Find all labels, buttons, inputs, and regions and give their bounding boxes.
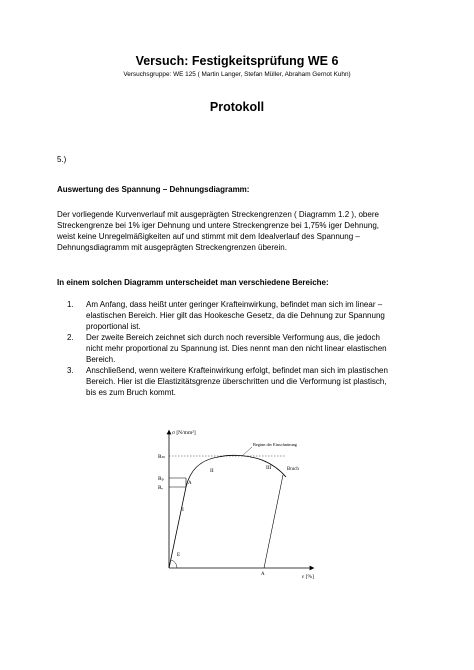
stress-strain-curve [169, 455, 286, 568]
list-item-line: bis es zum Bruch kommt. [86, 388, 176, 397]
document-title: Versuch: Festigkeitsprüfung WE 6 [135, 54, 339, 68]
paragraph-line: Der vorliegende Kurvenverlauf mit ausgeprägten Streckengrenzen ( Diagramm 1.2 ), obere [57, 210, 379, 219]
region-2-label: II [210, 468, 214, 474]
list-item-number: 1. [67, 300, 74, 309]
paragraph-line: weist keine Unregelmäßigkeiten auf und stimmt mit dem Idealverlauf des Spannung – [57, 232, 360, 241]
list-item-line: Bereich. Hier ist die Elastizitätsgrenze überschritten und die Verformung ist plastisch, [86, 377, 387, 386]
x-axis-label: ε [%] [302, 574, 314, 580]
point-a-label: A [188, 481, 192, 486]
regions-heading: In einem solchen Diagramm unterscheidet man verschiedene Bereiche: [57, 278, 329, 287]
paragraph-line: Streckengrenze bei 1% iger Dehnung und untere Streckengrenze bei 1,75% iger Dehnung, [57, 221, 379, 230]
list-item-line: Bereich. [86, 355, 116, 364]
re-label: Rₑ [158, 485, 164, 491]
unloading-line [264, 475, 283, 568]
document-subtitle: Versuchsgruppe: WE 125 ( Martin Langer, Stefan Müller, Abraham Gernot Kuhn) [123, 71, 351, 78]
list-item-line: Anschließend, wenn weitere Krafteinwirkung erfolgt, befindet man sich im plastischen [86, 366, 388, 375]
section-number: 5.) [57, 155, 67, 164]
document-type-heading: Protokoll [209, 100, 265, 114]
y-axis-label: σ [N/mm²] [172, 430, 196, 436]
list-item-number: 3. [67, 366, 74, 375]
region-3-label: III [266, 465, 272, 471]
break-label: Bruch [287, 467, 299, 472]
region-1-label: I [182, 507, 184, 513]
rm-label: Rₘ [158, 454, 166, 460]
list-item-line: Am Anfang, dass heißt unter geringer Krafteinwirkung, befindet man sich im linear – [86, 300, 383, 309]
list-item-number: 2. [67, 333, 74, 342]
evaluation-heading: Auswertung des Spannung – Dehnungsdiagramm: [57, 185, 250, 194]
list-item-line: Der zweite Bereich zeichnet sich durch noch reversible Verformung aus, die jedoch [86, 333, 380, 342]
necking-label: Beginn der Einschnürung [253, 442, 297, 447]
elastic-angle-arc [171, 560, 177, 568]
point-e-label: E [177, 553, 181, 558]
list-item-line: nicht mehr proportional zu Spannung ist. Dies nennt man den nicht linear elastischen [86, 344, 387, 353]
list-item-line: elastischen Bereich. Hier gilt das Hookesche Gesetz, da die Dehnung zur Spannung [86, 311, 385, 320]
rp-label: Rₚ [158, 476, 165, 482]
point-a-bottom-label: A [261, 572, 265, 577]
list-item-line: proportional ist. [86, 322, 141, 331]
paragraph-line: Dehnungsdiagramm mit ausgeprägten Streckengrenzen überein. [57, 243, 287, 252]
necking-leader [242, 447, 252, 456]
